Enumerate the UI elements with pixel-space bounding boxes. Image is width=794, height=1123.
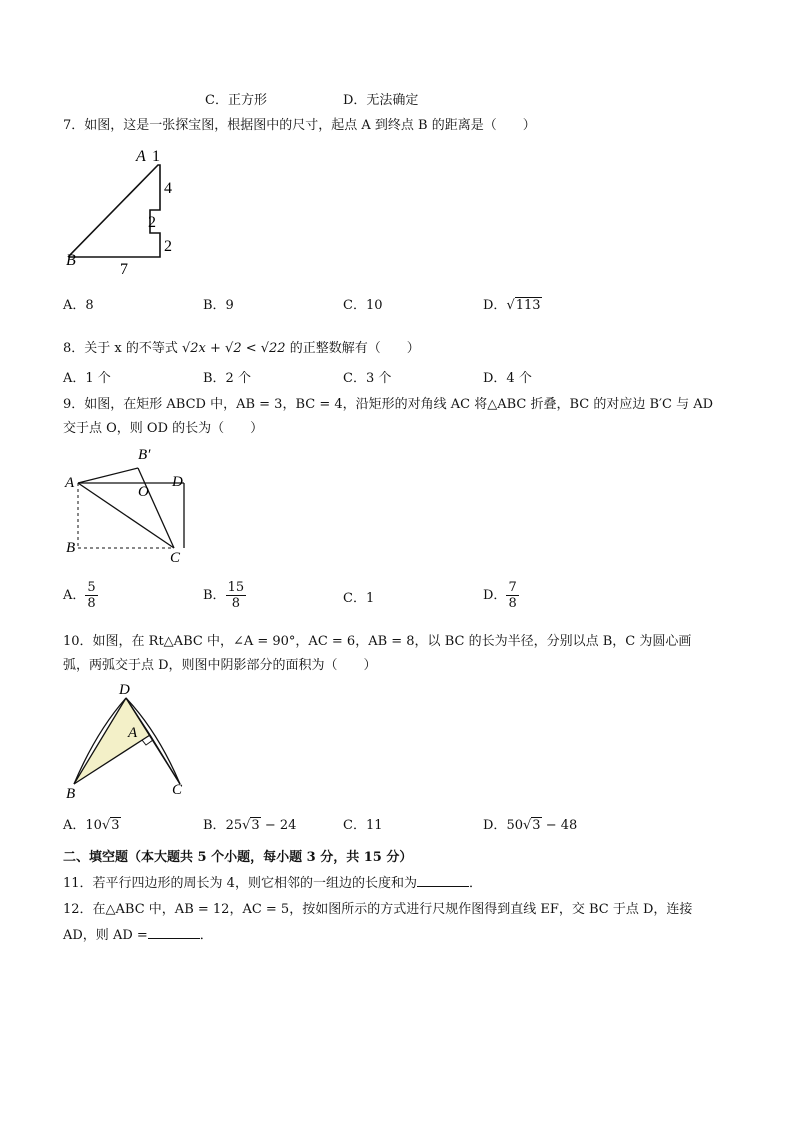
q10-figure [62,680,190,800]
q11-text: 11．若平行四边形的周长为 4，则它相邻的一组边的长度和为 [63,876,417,891]
q10-option-a: A．10√3 [63,818,120,833]
q7-option-c: C．10 [343,298,383,313]
q6-option-d: D．无法确定 [343,93,419,108]
q9-option-d-num: 7 [508,580,517,595]
q10-option-b-coef: 25 [225,818,243,833]
q9-option-b [203,580,246,611]
q7-label-2a: 2 [148,214,156,231]
q8-option-d: D．4 个 [483,371,532,386]
q11-answer-blank[interactable] [417,874,469,887]
q10-stem-line1: 10．如图，在 Rt△ABC 中，∠A = 90°，AC = 6，AB = 8，以 BC 的长为半径，分别以点 B，C 为圆心画 [63,634,692,649]
q10-option-d-radicand: 3 [532,818,541,833]
q9-option-d-den: 8 [508,596,517,611]
q9-option-a [63,580,98,611]
q9-option-d-prefix: D． [483,588,507,603]
q10-option-a-prefix: A． [63,818,86,833]
q10-option-d: D．50√3 − 48 [483,818,578,833]
q8-stem-pre: 8．关于 x 的不等式 [63,341,182,356]
q7-option-d: D．√113 [483,298,541,313]
q9-option-b-den: 8 [231,596,240,611]
q10-label-d: D [119,682,130,698]
q6-option-c: C．正方形 [205,93,267,108]
q10-label-b: B [66,786,76,800]
q9-option-a-den: 8 [87,596,96,611]
q10-option-a-coef: 10 [85,818,102,833]
q7-option-b: B．9 [203,298,234,313]
q7-option-d-prefix: D． [483,298,507,313]
q8-stem [63,340,420,357]
q7-option-a: A．8 [63,298,94,313]
q10-option-b-radicand: 3 [251,818,260,833]
q9-option-d [483,580,519,611]
q9-label-c: C [170,550,181,564]
q7-label-b: B [66,252,76,269]
q10-option-d-coef: 50 [506,818,523,833]
q11-stem [63,874,482,892]
q7-stem: 7．如图，这是一张探宝图，根据图中的尺寸，起点 A 到终点 B 的距离是（ ） [63,118,536,133]
q12-stem-line2 [63,926,213,944]
q7-label-a: A [136,148,146,165]
q12-tail: ． [199,928,213,943]
q7-label-1: 1 [152,148,160,165]
q10-option-d-tail: − 48 [541,818,578,833]
q10-option-c: C．11 [343,818,383,833]
q10-option-b-tail: − 24 [260,818,297,833]
q8-stem-post: 的正整数解有（ ） [285,341,420,356]
q10-label-a: A [128,725,138,741]
q7-figure [62,143,180,277]
q10-option-b-prefix: B． [203,818,226,833]
q10-option-b: B．25√3 − 24 [203,818,297,833]
q9-label-d: D [172,474,183,490]
q9-option-a-num: 5 [87,580,96,595]
q10-option-a-radicand: 3 [111,818,120,833]
q9-figure [62,440,192,564]
q11-tail: ． [468,876,482,891]
q9-stem-line2: 交于点 O，则 OD 的长为（ ） [63,421,264,436]
q7-label-2b: 2 [164,238,172,255]
q12-answer-blank[interactable] [148,926,200,939]
q7-option-d-radicand: 113 [515,298,541,313]
q12-stem-line1: 12．在△ABC 中，AB = 12，AC = 5，按如图所示的方式进行尺规作图得到直线 EF，交 BC 于点 D，连接 [63,902,693,917]
q9-label-b: B [66,540,76,556]
q9-option-c: C．1 [343,591,375,606]
q9-option-b-prefix: B． [203,588,226,603]
section2-title: 二、填空题（本大题共 5 个小题，每小题 3 分，共 15 分） [63,850,413,865]
q7-label-7: 7 [120,261,128,277]
q8-option-a: A．1 个 [63,371,111,386]
q9-label-o: O [138,484,149,500]
q8-option-c: C．3 个 [343,371,392,386]
q9-option-a-prefix: A． [63,588,86,603]
q9-label-a: A [65,475,75,491]
q12-line2-pre: AD，则 AD = [63,928,148,943]
q9-stem-line1: 9．如图，在矩形 ABCD 中，AB = 3，BC = 4，沿矩形的对角线 AC 将△ABC 折叠，BC 的对应边 B′C 与 AD [63,397,714,412]
q9-label-bprime: B′ [138,447,151,463]
q10-stem-line2: 弧，两弧交于点 D，则图中阴影部分的面积为（ ） [63,658,377,673]
q10-option-d-prefix: D． [483,818,507,833]
q10-label-c: C [172,782,183,798]
q9-option-b-num: 15 [227,580,245,595]
q8-inequality: √2x + √2 < √22 [182,341,286,356]
q7-label-4: 4 [164,180,172,197]
q8-option-b: B．2 个 [203,371,251,386]
